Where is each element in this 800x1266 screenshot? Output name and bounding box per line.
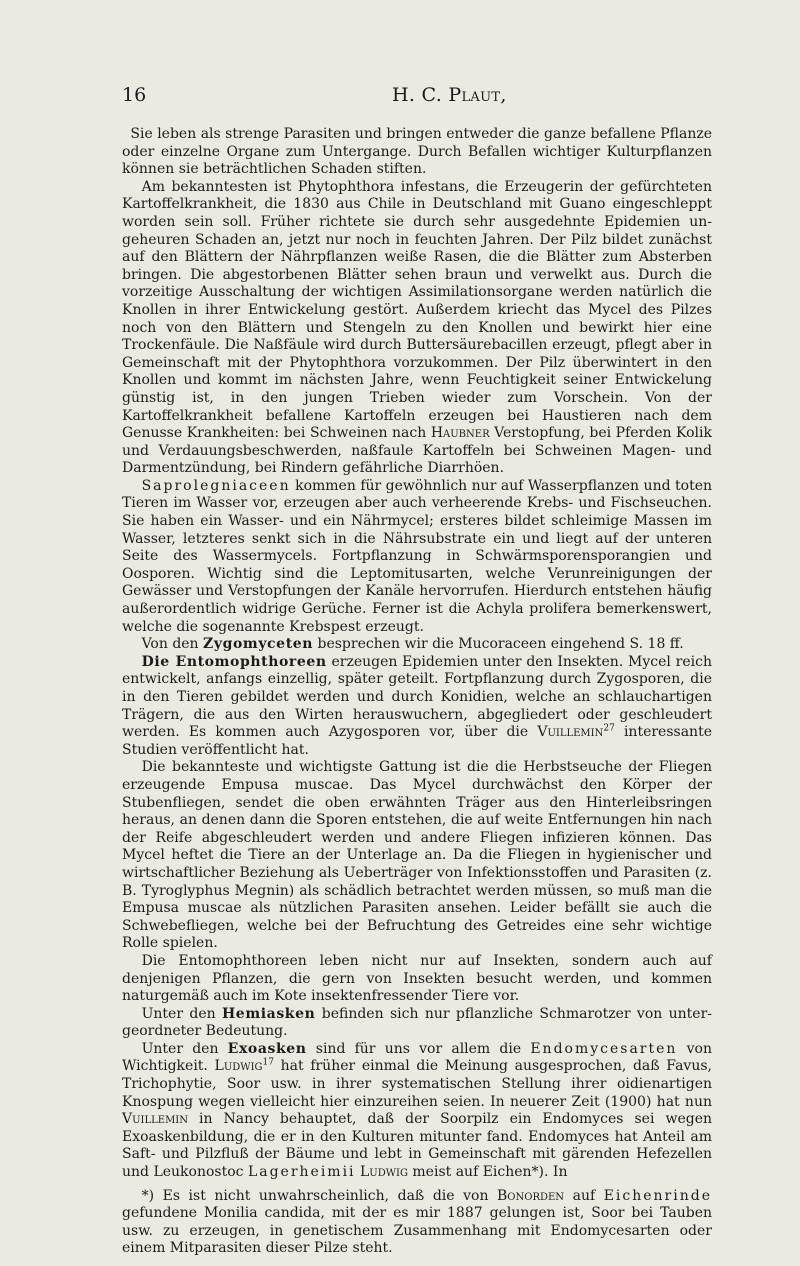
paragraph-text: interessante Studien veröffentlicht hat. bbox=[122, 724, 712, 758]
paragraph-text: Am bekanntesten ist Phytophthora infestans, die Erzeugerin der gefürchteten Kartoffelkrankheit, die 1830 aus Chile in Deutschland mit Guano eingeschleppt worden sein soll. Früher richtete sie durch sehr ausgedehnte Epidemien ungeheuren Schaden an, jetzt nur noch in feuchten Jahren. Der Pilz bildet zunächst auf den Blättern der Nährpflanzen weiße Rasen, die die Blätter zum Absterben bringen. Die abgestorbenen Blätter sehen braun und verwelkt aus. Durch die vorzeitige Ausschaltung der wichtigen Assimilationsorgane werden natürlich die Knollen in ihrer Entwickelung gestört. Außerdem kriecht das Mycel des Pilzes noch von den Blättern und Stengeln zu den Knollen und bewirkt hier eine Trockenfäule. Die Naßfäule wird durch Buttersäurebacillen erzeugt, pflegt aber in Gemeinschaft mit der Phytophthora vorzukommen. Der Pilz überwintert in den Knollen und kommt im nächsten Jahre, wenn Feuchtigkeit seiner Entwickelung günstig ist, in den jungen Trieben wieder zum Vorschein. Von der Kartoffelkrankheit befallene Kartoffeln erzeugen bei Haustieren nach dem Genusse Krankheiten: bei Schweinen nach bbox=[122, 178, 712, 442]
author-name: Haubner bbox=[430, 425, 490, 442]
paragraph bbox=[122, 1041, 712, 1182]
author-name: Vuillemin bbox=[122, 1111, 189, 1128]
footnote-text bbox=[122, 1188, 712, 1258]
spaced-term: Lagerheimii bbox=[247, 1164, 356, 1181]
paragraph-text: erzeugen Epidemien unter den Insekten. Mycel reich entwickelt, anfangs einzellig, später geteilt. Fortpflanzung durch Zygosporen, die in den Tieren gebildet werden und durch Konidien, welche an schlauchartigen Trägern, die aus den Wirten herauswuchern, abgegliedert oder geschleudert werden. Es kommen auch Azygosporen vor, über die bbox=[122, 653, 712, 741]
footnote-part: auf bbox=[564, 1187, 604, 1204]
paragraph bbox=[122, 636, 712, 654]
bold-term: Zygomyceten bbox=[203, 636, 314, 653]
page-number: 16 bbox=[122, 84, 147, 106]
bold-term: Hemiasken bbox=[221, 1005, 316, 1022]
running-head bbox=[392, 84, 507, 106]
paragraph bbox=[122, 654, 712, 760]
running-head-author: Plaut, bbox=[448, 84, 507, 106]
paragraph bbox=[122, 179, 712, 478]
bold-term: Exoasken bbox=[227, 1040, 307, 1057]
spaced-term: Eichenrinde bbox=[603, 1187, 712, 1204]
paragraph-text: meist auf Eichen*). In bbox=[407, 1164, 568, 1181]
author-name: Vuillemin bbox=[537, 724, 604, 741]
paragraph-text: befinden sich nur pflanzliche Schmarotzer von untergeordneter Bedeutung. bbox=[122, 1005, 712, 1040]
paragraph-text: kommen für gewöhnlich nur auf Wasserpflanzen und toten Tieren im Wasser vor, erzeugen aber auch verheerende Krebs- und Fischseuchen. Sie haben ein Wasser- und ein Nährmycel; ersteres bildet schleimige Massen im Wasser, letzteres senkt sich in die Nährsubstrate ein und liegt auf der unteren Seite des Wassermycels. Fortpflanzung in Schwärmsporensporangien und Oosporen. Wichtig sind die Leptomitusarten, welche Verunreinigungen der Gewässer und Verstopfungen der Kanäle hervorrufen. Hierdurch entstehen häufig außerordentlich widrige Gerüche. Ferner ist die Achyla prolifera bemerkenswert, welche die sogenannte Krebspest erzeugt. bbox=[122, 477, 712, 635]
spaced-term: Saprolegniaceen bbox=[141, 477, 291, 494]
author-name: Bonorden bbox=[497, 1187, 565, 1204]
reference-number: 17 bbox=[262, 1057, 274, 1068]
bold-term: Die Entomophthoreen bbox=[141, 653, 327, 670]
paragraph-text: besprechen wir die Mucoraceen eingehend S. 18 ff. bbox=[313, 636, 684, 653]
paragraph-text: von Wichtigkeit. bbox=[122, 1040, 712, 1075]
paragraph-text: Verstopfung, bei Pferden Kolik und Verdauungsbeschwerden, naßfaule Kartoffeln bei Schweinen Magen- und Darmentzündung, bei Rindern gefährliche Diarrhöen. bbox=[122, 425, 712, 477]
footnote-part: gefundene Monilia candida, mit der es mir 1887 gelungen ist, Soor bei Tauben usw. zu erzeugen, in genetischem Zusammenhang mit Endomycesarten oder einem Mitparasiten dieser Pilze steht. bbox=[122, 1205, 712, 1257]
paragraph-text: sind für uns vor allem die bbox=[306, 1040, 531, 1057]
paragraph-text: Unter den bbox=[141, 1005, 222, 1022]
author-name: Ludwig bbox=[359, 1164, 408, 1181]
paragraph bbox=[122, 478, 712, 636]
body-text bbox=[122, 126, 712, 1182]
paragraph-text: Von den bbox=[141, 636, 204, 653]
paragraph bbox=[122, 126, 712, 179]
paragraph bbox=[122, 759, 712, 953]
author-name: Ludwig bbox=[214, 1058, 263, 1075]
paragraph-text: in Nancy behauptet, daß der Soorpilz ein Endomyces sei wegen Exoaskenbildung, die er in den Kulturen mitunter fand. Endomyces hat Anteil am Saft- und Pilzfluß der Bäume und lebt in Gemeinschaft mit gärenden Hefezellen und Leukonostoc bbox=[122, 1111, 712, 1181]
paragraph-text: Unter den bbox=[141, 1040, 228, 1057]
paragraph bbox=[122, 1006, 712, 1041]
footnote bbox=[122, 1188, 712, 1258]
page-header bbox=[122, 84, 712, 114]
footnote-part: *) Es ist nicht unwahrscheinlich, daß die von bbox=[141, 1187, 498, 1204]
running-head-initials: H. C. bbox=[392, 84, 449, 106]
reference-number: 27 bbox=[603, 723, 615, 734]
paragraph bbox=[122, 953, 712, 1006]
paragraph-text: Die bekannteste und wichtigste Gattung ist die die Herbstseuche der Fliegen erzeugende Empusa muscae. Das Mycel durchwächst den Körper der Stubenfliegen, sendet die oben erwähnten Träger aus den Hinterleibsringen heraus, an denen dann die Sporen entstehen, die auf weite Entfernungen hin nach der Reife abgeschleudert werden und andere Fliegen infizieren können. Das Mycel heftet die Tiere an der Unterlage an. Da die Fliegen in hygienischer und wirtschaftlicher Beziehung als Ueberträger von Infektionsstoffen und Parasiten (z. B. Tyroglyphus Megnin) als schädlich betrachtet werden müssen, so muß man die Empusa muscae als nützlichen Parasiten ansehen. Leider befällt sie auch die Schwebefliegen, welche bei der Befruchtung des Getreides eine sehr wichtige Rolle spielen. bbox=[122, 759, 712, 952]
paragraph-text: Die Entomophthoreen leben nicht nur auf Insekten, sondern auch auf denjenigen Pflanzen, die gern von Insekten besucht werden, und kommen naturgemäß auch im Kote insektenfressender Tiere vor. bbox=[122, 952, 712, 1005]
paragraph-text: Sie leben als strenge Parasiten und bringen entweder die ganze befallene Pflanze oder einzelne Organe zum Untergange. Durch Befallen wichtiger Kulturpflanzen können sie beträchtlichen Schaden stiften. bbox=[122, 126, 712, 178]
paragraph-text: hat früher einmal die Meinung ausgesprochen, daß Favus, Trichophytie, Soor usw. in ihrer systematischen Stellung ihrer oidienartigen Knospung wegen vielleicht hier einzureihen seien. In neuerer Zeit (1900) hat nun bbox=[122, 1058, 712, 1110]
spaced-term: Endomycesarten bbox=[530, 1040, 678, 1057]
